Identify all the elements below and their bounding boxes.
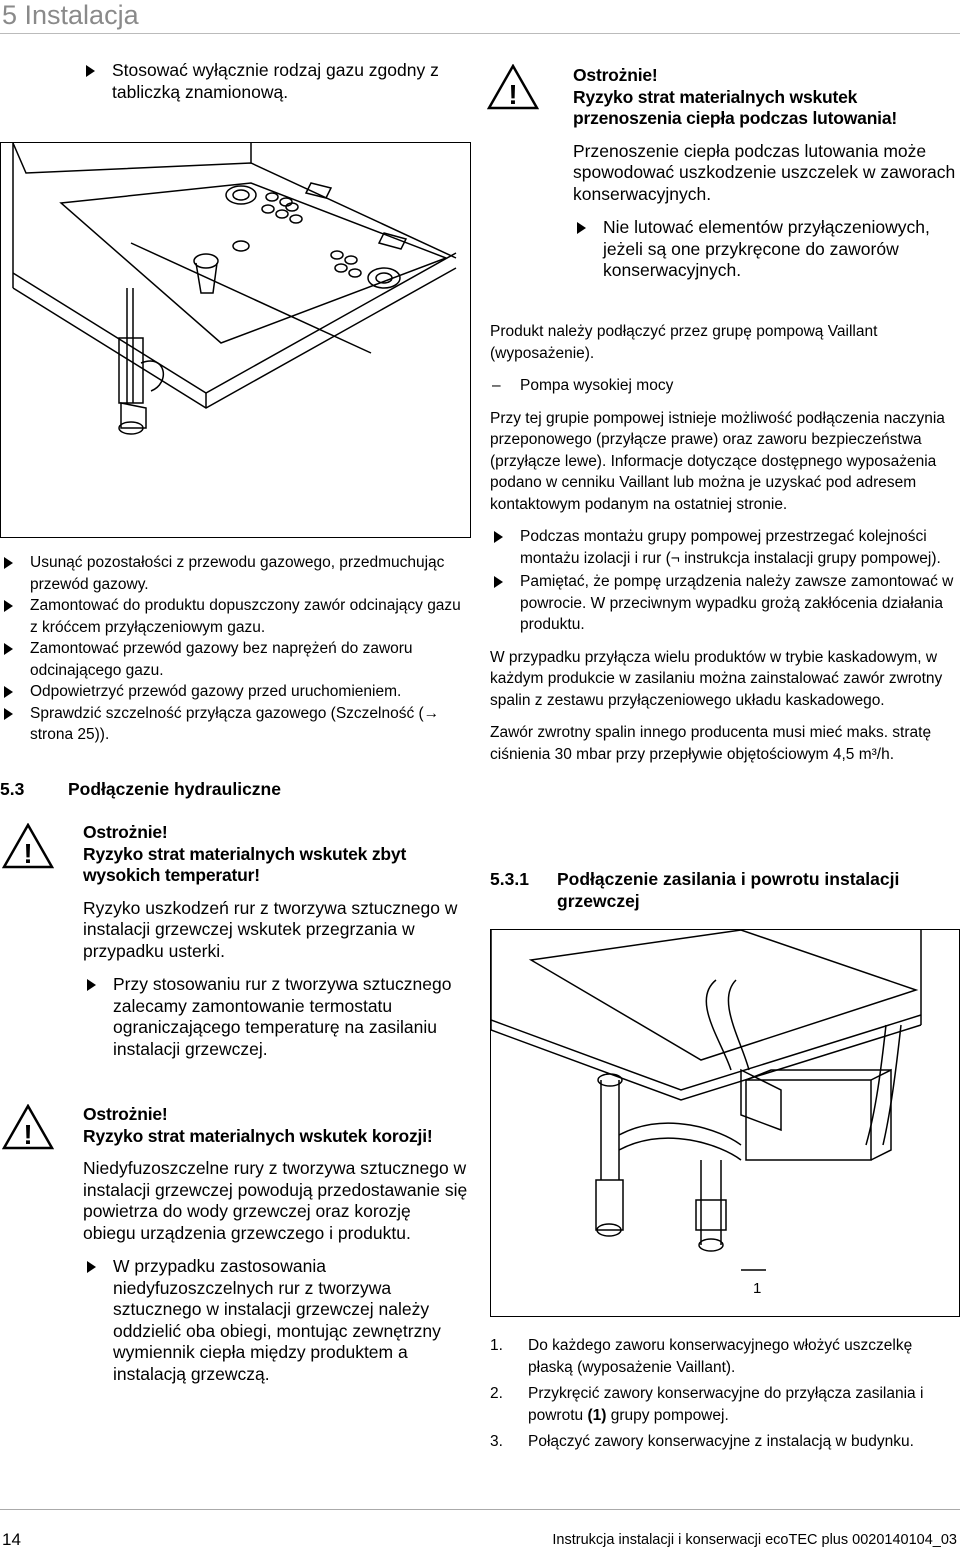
paragraph: Zawór zwrotny spalin innego producenta musi mieć maks. stratę ciśnienia 30 mbar przy przepływie objętościowym 4,5 m³/h. <box>490 724 932 763</box>
gas-type-note <box>82 60 482 103</box>
list-item: Zamontować do produktu dopuszczony zawór odcinający gazu z króćcem przyłączeniowym gazu. <box>0 595 470 638</box>
subsection-title: Podłączenie zasilania i powrotu instalacji grzewczej <box>557 869 900 911</box>
bullet-arrow-icon <box>577 222 586 234</box>
document-title: Instrukcja instalacji i konserwacji ecoTEC plus 0020140104_03 <box>552 1532 957 1548</box>
pump-group-figure <box>490 929 960 1317</box>
bullet-arrow-icon <box>4 708 13 720</box>
list-item: Podczas montażu grupy pompowej przestrzegać kolejności montażu izolacji i rur (¬ instrukcja instalacji grupy pompowej). <box>490 526 960 569</box>
warning-body: Niedyfuzoszczelne rury z tworzywa sztucznego w instalacji grzewczej powodują przedostawanie się powietrza do wody grzewczej oraz korozję obiegu urządzenia grzewczego i produktu. <box>83 1158 468 1243</box>
warning-body: Przenoszenie ciepła podczas lutowania może spowodować uszkodzenie uszczelek w zaworach konserwacyjnych. <box>573 140 956 204</box>
bullet-arrow-icon <box>87 1261 96 1273</box>
warning-title: Ostrożnie! <box>83 1104 168 1124</box>
bullet-arrow-icon <box>4 557 13 569</box>
list-item: Zamontować przewód gazowy bez naprężeń do zaworu odcinającego gazu. <box>0 638 470 681</box>
steps-list <box>490 1335 960 1453</box>
list-item: Sprawdzić szczelność przyłącza gazowego (Szczelność (→ strona 25)). <box>0 703 470 746</box>
section-title: Podłączenie hydrauliczne <box>68 779 281 799</box>
gas-steps <box>0 552 470 746</box>
pump-group-section <box>490 321 960 765</box>
dash-list-item: – Pompa wysokiej mocy <box>492 377 674 394</box>
list-item: 3. Połączyć zawory konserwacyjne z instalacją w budynku. <box>490 1433 914 1450</box>
svg-text:!: ! <box>23 838 33 869</box>
bullet-arrow-icon <box>86 65 95 77</box>
list-item: Odpowietrzyć przewód gazowy przed uruchomieniem. <box>0 681 470 703</box>
warning-subtitle: Ryzyko strat materialnych wskutek przenoszenia ciepła podczas lutowania! <box>573 86 898 128</box>
chapter-title: 5 Instalacja <box>2 0 139 30</box>
warning-title: Ostrożnie! <box>573 65 658 85</box>
warning-subtitle: Ryzyko strat materialnych wskutek zbyt wysokich temperatur! <box>83 843 407 885</box>
page-number: 14 <box>2 1530 21 1549</box>
paragraph: W przypadku przyłącza wielu produktów w trybie kaskadowym, w każdym produkcie w zasilaniu można zainstalować zawór zwrotny spalin z zestawu przyłączeniowego układu kaskadowego. <box>490 648 943 709</box>
list-item: Pamiętać, że pompę urządzenia należy zawsze zamontować w powrocie. W przeciwnym wypadku grożą zakłócenia działania produktu. <box>490 571 960 636</box>
svg-text:!: ! <box>23 1119 33 1150</box>
list-item: Stosować wyłącznie rodzaj gazu zgodny z tabliczką znamionową. <box>82 60 482 103</box>
warning-subtitle: Ryzyko strat materialnych wskutek korozji! <box>83 1125 433 1146</box>
bullet-arrow-icon <box>87 979 96 991</box>
list-item: 2. Przykręcić zawory konserwacyjne do przyłącza zasilania i powrotu (1) grupy pompowej. <box>490 1385 924 1424</box>
subsection-number: 5.3.1 <box>490 869 529 889</box>
gas-connection-figure <box>0 142 471 538</box>
pump-group-drawing <box>491 930 959 1316</box>
warning-triangle-icon <box>487 64 539 110</box>
section-number: 5.3 <box>0 779 25 799</box>
bullet-arrow-icon <box>494 576 503 588</box>
list-item: Przy stosowaniu rur z tworzywa sztucznego zalecamy zamontowanie termostatu ograniczającego temperaturę na zasilaniu instalacji grzewczej. <box>83 974 468 1060</box>
paragraph: Przy tej grupie pompowej istnieje możliwość podłączenia naczynia przeponowego (przyłącze prawe) oraz zaworu bezpieczeństwa (przyłącze lewe). Informacje dotyczące dostępnego wyposażenia podano w cenniku Vaillant lub można je uzyskać pod adresem kontaktowym podanym na ostatniej stronie. <box>490 409 945 513</box>
list-item: 1. Do każdego zaworu konserwacyjnego włożyć uszczelkę płaską (wyposażenie Vaillant). <box>490 1337 913 1376</box>
list-item: W przypadku zastosowania niedyfuzoszczelnych rur z tworzywa sztucznego w instalacji grzewczej należy oddzielić oba obiegi, montując zewnętrzny wymiennik ciepła między produktem a instalacją grzewczą. <box>83 1256 468 1385</box>
warning-soldering <box>573 65 960 282</box>
page-header <box>0 0 960 34</box>
warning-corrosion <box>83 1104 468 1385</box>
paragraph: Produkt należy podłączyć przez grupę pompową Vaillant (wyposażenie). <box>490 323 878 362</box>
warning-temperature <box>83 822 468 1060</box>
boiler-gas-drawing <box>1 143 470 537</box>
svg-text:!: ! <box>508 79 518 110</box>
list-item: Usunąć pozostałości z przewodu gazowego, przedmuchując przewód gazowy. <box>0 552 470 595</box>
warning-title: Ostrożnie! <box>83 822 168 842</box>
warning-body: Ryzyko uszkodzeń rur z tworzywa sztucznego w instalacji grzewczej wskutek przegrzania w przypadku usterki. <box>83 897 458 961</box>
warning-triangle-icon <box>2 1104 54 1150</box>
warning-triangle-icon <box>2 823 54 869</box>
figure-callout-1: 1 <box>753 1280 762 1297</box>
bullet-arrow-icon <box>494 531 503 543</box>
bullet-arrow-icon <box>4 686 13 698</box>
list-item: Nie lutować elementów przyłączeniowych, jeżeli są one przykręcone do zaworów konserwacyjnych. <box>573 217 960 282</box>
page-footer <box>0 1509 960 1557</box>
bullet-arrow-icon <box>4 600 13 612</box>
bullet-arrow-icon <box>4 643 13 655</box>
